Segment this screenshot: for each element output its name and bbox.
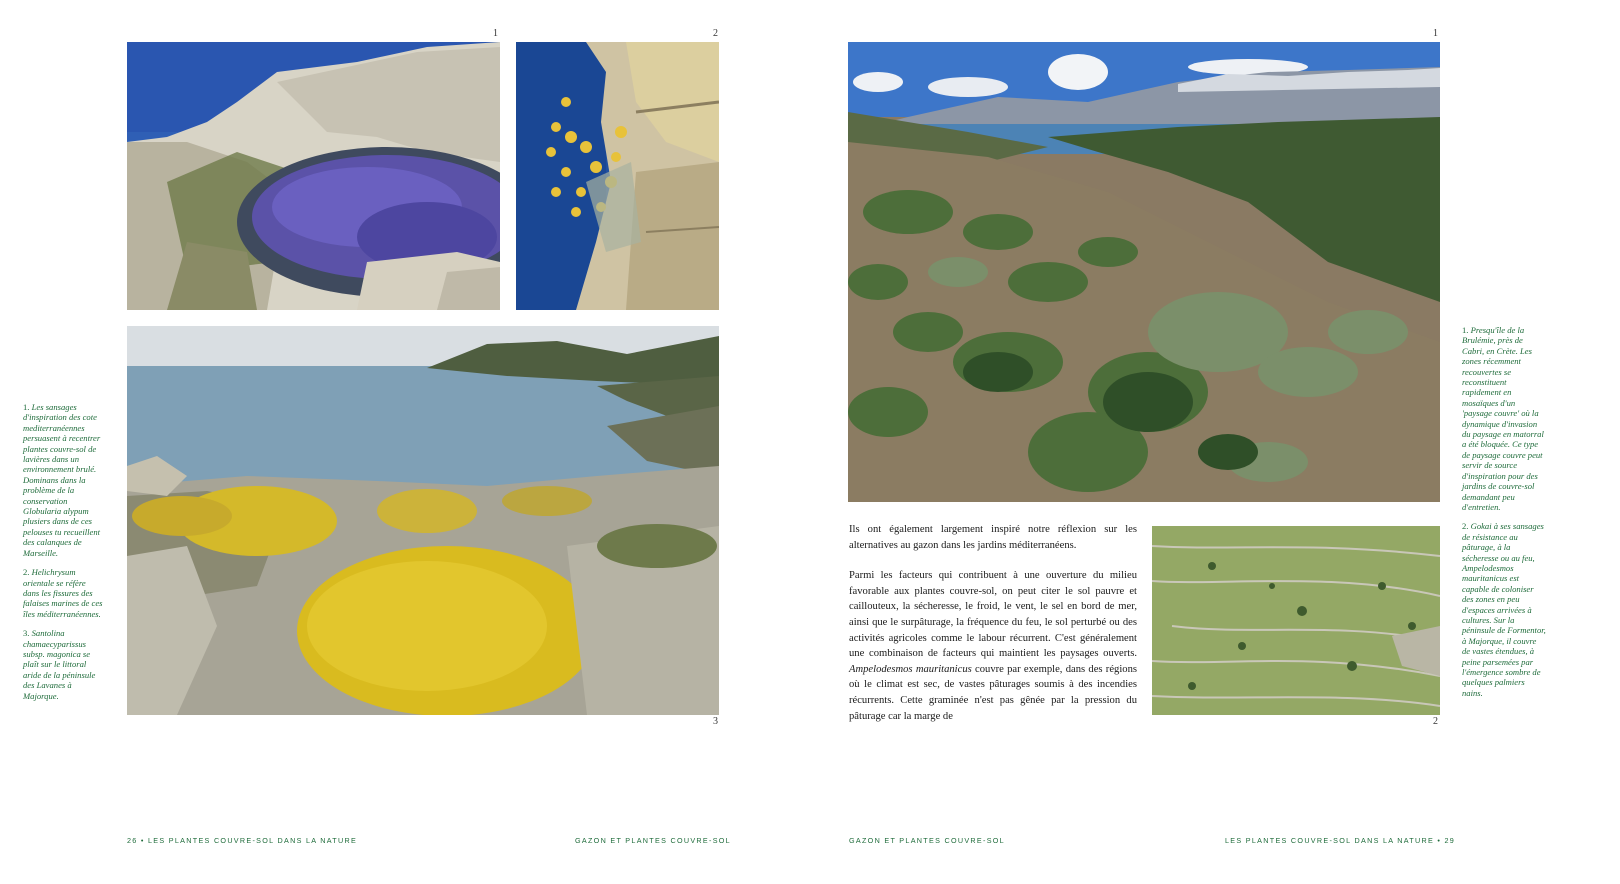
footer-left-page-right: GAZON ET PLANTES COUVRE-SOL bbox=[575, 836, 731, 845]
photo-crete-landscape bbox=[848, 42, 1440, 502]
figure-number-1-left: 1 bbox=[493, 28, 498, 39]
figure-number-2-left: 2 bbox=[713, 28, 718, 39]
footer-left-page-left: 26 • LES PLANTES COUVRE-SOL DANS LA NATURE bbox=[127, 836, 358, 845]
figure-number-3-left: 3 bbox=[713, 716, 718, 727]
paragraph-1: Ils ont également largement inspiré notre réflexion sur les alternatives au gazon dans les jardins méditerranéens. bbox=[849, 524, 1137, 551]
photo-santolina-coast bbox=[127, 326, 719, 715]
caption-1-right: 1. Presqu'île de la Brulémie, près de Cabri, en Crète. Les zones récemment recouvertes se reconstituent rapidement en mosaïques d'un 'paysage couvre' où la dynamique d'invasion du paysage en matorral a été bloquée. Ce type de paysage couvre peut servir de source d'inspiration pour des jardins de couvre-sol demandant peu d'entretien. bbox=[1462, 325, 1544, 512]
caption-3-left: 3. Santolina chamaecyparissus subsp. magonica se plaît sur le littoral aride de la péninsule des Lavanes à Majorque. bbox=[23, 628, 96, 701]
figure-number-2-right: 2 bbox=[1433, 716, 1438, 727]
caption-2-left: 2. Helichrysum orientale se réfère dans les fissures des falaises marines de ces îles méditerranéennes. bbox=[23, 567, 103, 619]
footer-right-page-left: GAZON ET PLANTES COUVRE-SOL bbox=[849, 836, 1005, 845]
caption-1-left: 1. Les sansages d'inspiration des cote mediterranéennes persuasent à recentrer plantes couvre-sol de lavières dans un environnement brulé. Dominans dans la problème de la conservation Globularia alypum plusiers dans de ces pelouses tu recueillent des calanques de Marseille. bbox=[23, 402, 101, 558]
right-captions bbox=[1462, 325, 1546, 707]
photo-ampelodesmos-terraces bbox=[1152, 526, 1440, 715]
photo-helichrysum-cliff bbox=[516, 42, 719, 310]
caption-2-right: 2. Gokai à ses sansages de résistance au pâturage, à la sécheresse ou au feu, Ampelodesmos mauritanicus est capable de coloniser des zones en peu d'espaces arrivées à cultures. Sur la péninsule de Formentor, à Majorque, il couvre de vastes étendues, à peine parsemées par l'émergence sombre de quelques palmiers nains. bbox=[1462, 521, 1546, 698]
species-name: Ampelodesmos mauritanicus bbox=[849, 663, 972, 675]
paragraph-2: Parmi les facteurs qui contribuent à une ouverture du milieu favorable aux plantes couvre-sol, on peut citer le sol pauvre et caillouteux, la sécheresse, le froid, le vent, le sel en bord de mer, ainsi que le surpâturage, la fréquence du feu, le sol perturbé ou des activités agricoles comme le labour récurrent. C'est généralement une combinaison de facteurs qui maintient les paysages ouverts. Ampelodesmos mauritanicus couvre par exemple, dans des régions où le climat est sec, de vastes pâturages soumis à des incendies récurrents. Cette graminée n'est pas gênée par la pression du pâturage car la marge de bbox=[849, 570, 1137, 722]
left-captions bbox=[23, 402, 103, 710]
body-text bbox=[849, 522, 1137, 739]
figure-number-1-right: 1 bbox=[1433, 28, 1438, 39]
footer-right-page-right: LES PLANTES COUVRE-SOL DANS LA NATURE • 29 bbox=[1225, 836, 1456, 845]
photo-globularia bbox=[127, 42, 500, 310]
